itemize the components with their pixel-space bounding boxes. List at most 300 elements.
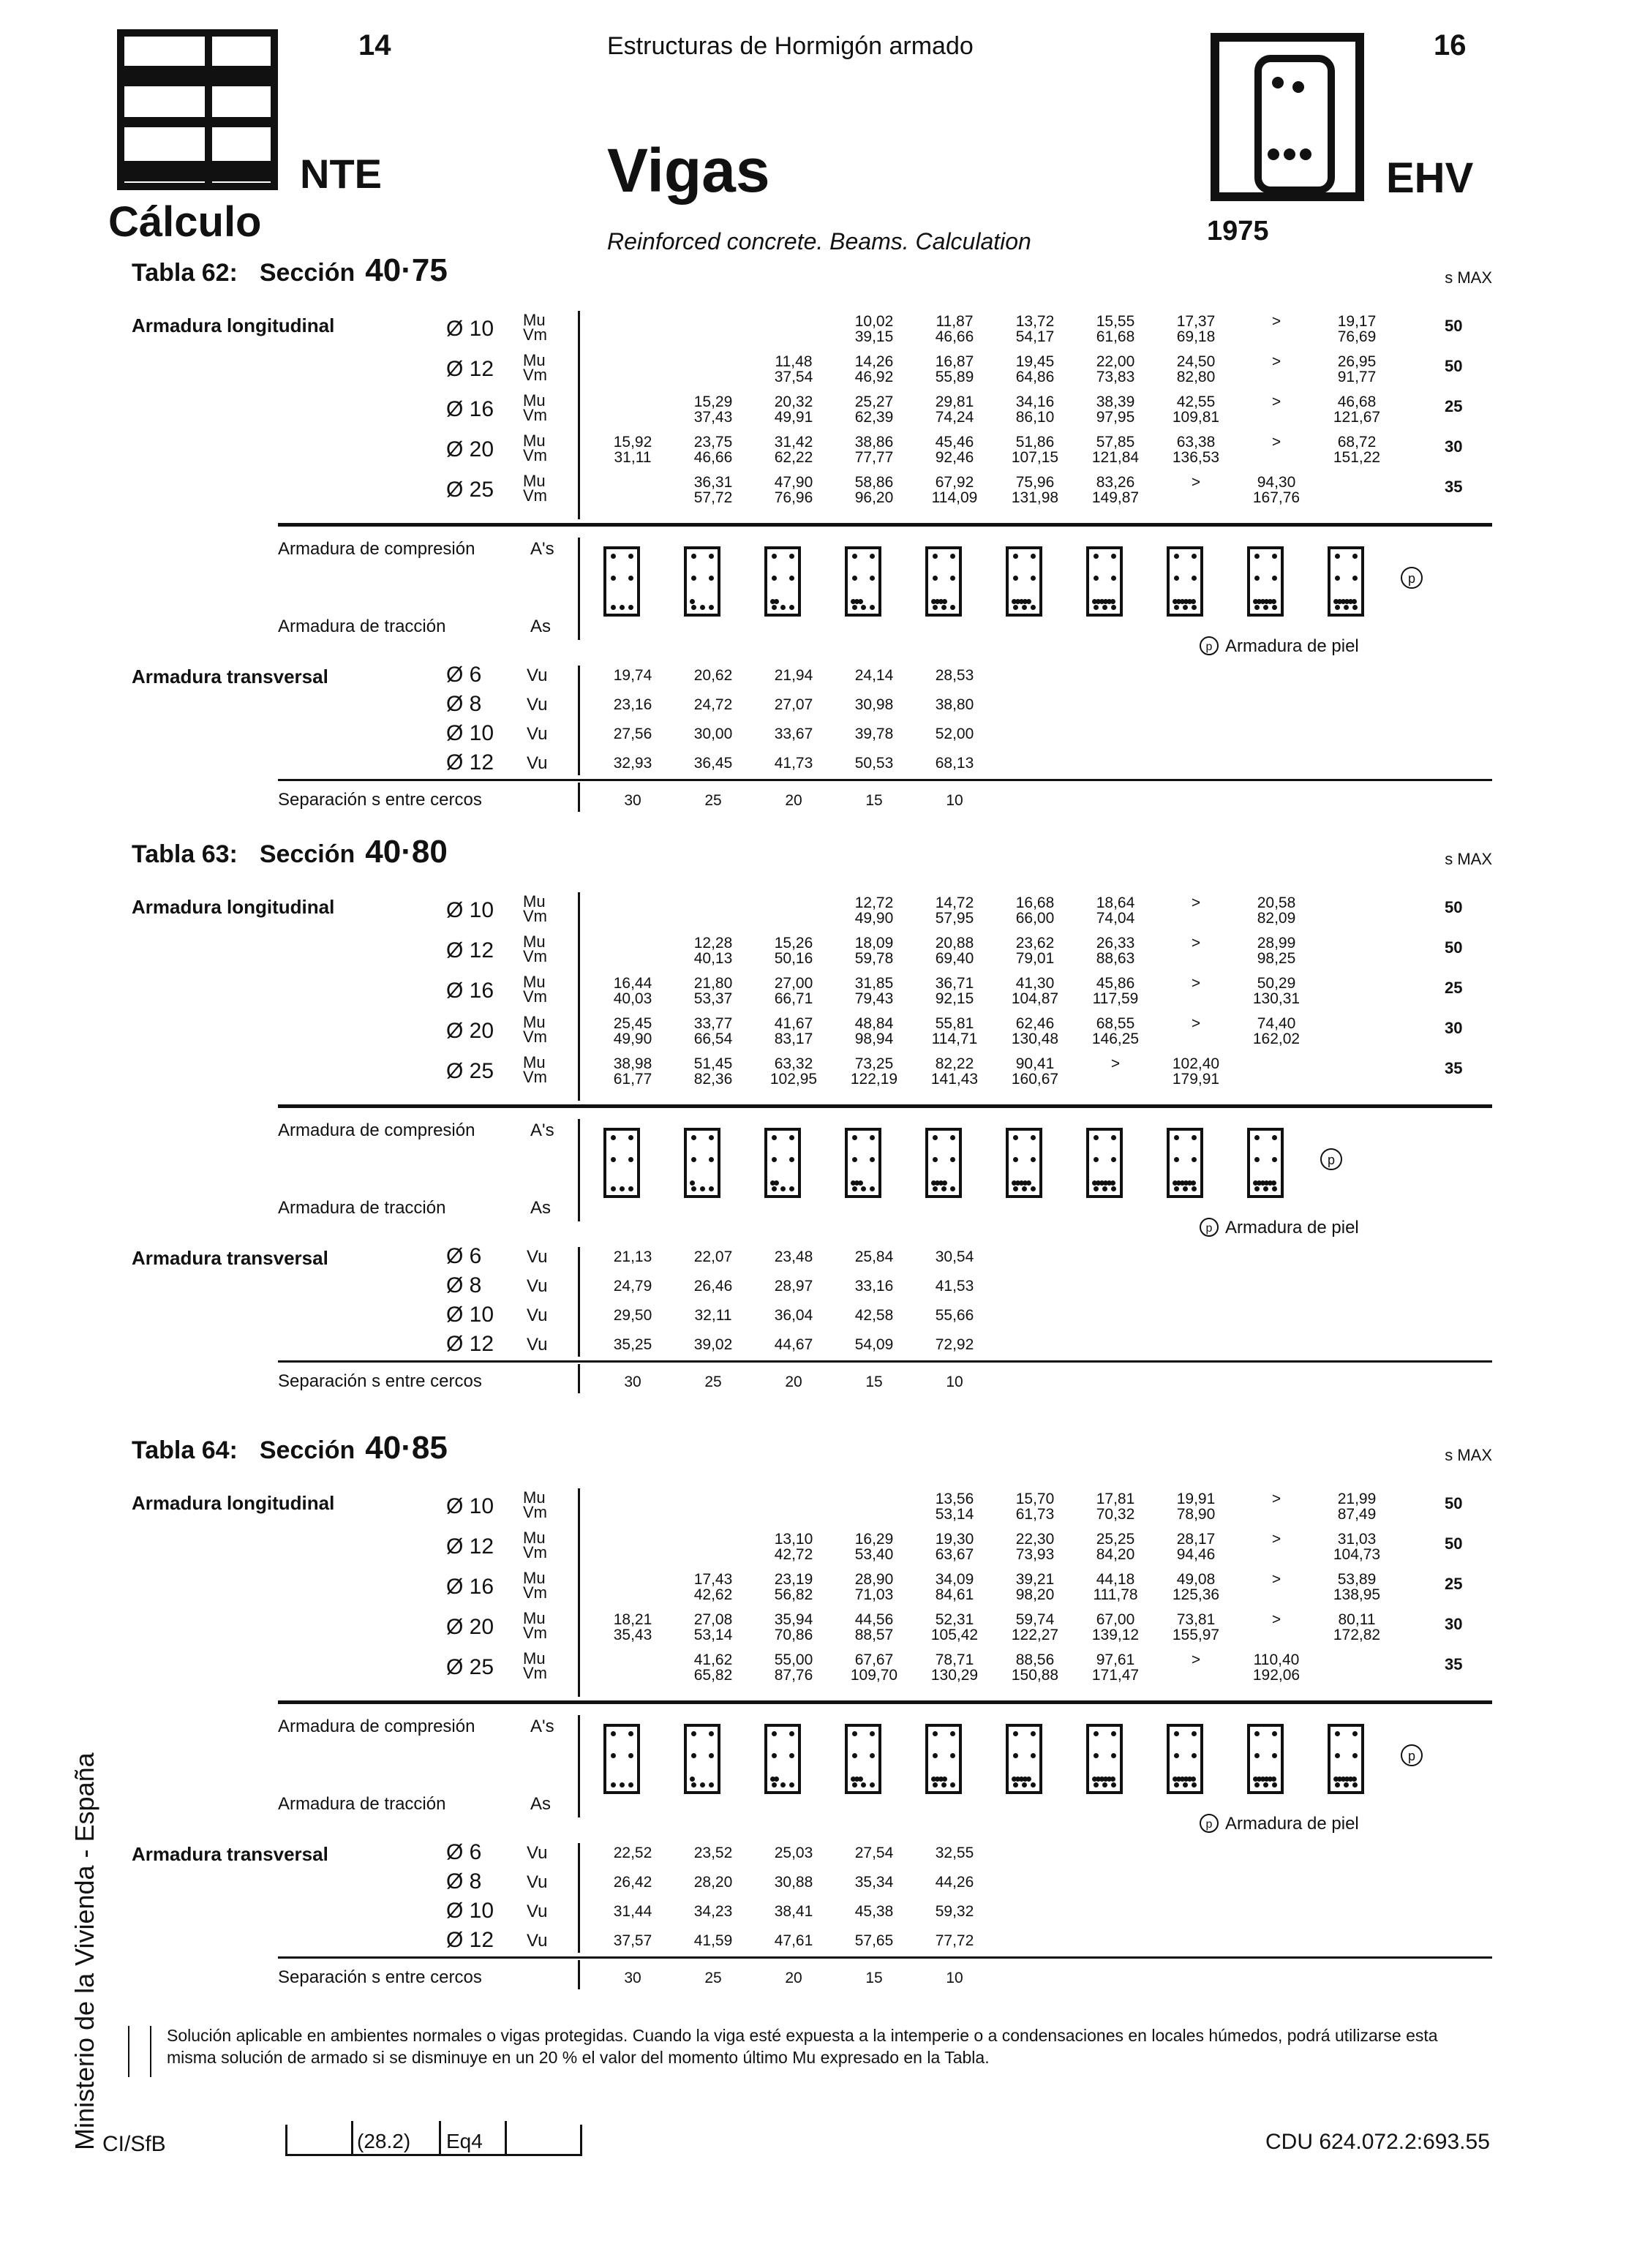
vu-value: 36,45	[693, 755, 733, 772]
smax-header: s MAX	[1445, 268, 1492, 287]
beam-section-diagram	[1328, 546, 1364, 617]
rebar-dot	[1094, 1135, 1099, 1140]
mu-value: 25,27	[854, 393, 894, 410]
mu-value: 74,40	[1257, 1015, 1296, 1032]
rebar-dot	[1254, 605, 1260, 610]
rebar-dot	[870, 1186, 875, 1191]
diameter-label: Ø 6	[446, 1840, 482, 1864]
rebar-dot	[1031, 605, 1036, 610]
table-caption: Tabla 62:	[132, 259, 238, 287]
rebar-dot	[1026, 1777, 1031, 1782]
mu-value: 28,99	[1257, 935, 1296, 952]
trans-vline	[578, 1843, 580, 1953]
smax-value: 30	[1445, 1615, 1463, 1633]
rebar-dot	[933, 1186, 938, 1191]
vm-value: 109,81	[1172, 409, 1220, 426]
rebar-dot	[1022, 1186, 1027, 1191]
table-cell	[1075, 976, 1156, 1006]
mu-value: 47,90	[774, 474, 813, 491]
trans-vline	[578, 1247, 580, 1357]
rebar-dot	[1013, 554, 1018, 559]
rebar-dot	[1094, 554, 1099, 559]
mu-value: 18,09	[854, 935, 894, 952]
rebar-dot	[1192, 1186, 1197, 1191]
mu-value: >	[1191, 935, 1201, 952]
table-cell	[753, 976, 834, 1006]
mu-value: 62,46	[1015, 1015, 1055, 1032]
diameter-label: Ø 10	[446, 1494, 494, 1518]
table-cell	[834, 1056, 914, 1087]
vu-label: Vu	[527, 666, 548, 685]
vm-value: 31,11	[614, 449, 652, 466]
mu-label: Mu	[523, 933, 546, 951]
cisfb-divider-2	[439, 2121, 441, 2154]
rebar-dot	[1174, 554, 1179, 559]
table-cell	[1317, 434, 1397, 465]
vm-value: 84,20	[1096, 1546, 1135, 1563]
vm-label: Vm	[523, 1583, 547, 1602]
mu-value: 15,70	[1015, 1491, 1055, 1507]
skin-rebar-symbol: p	[1200, 1218, 1219, 1237]
rebar-dot	[1031, 1731, 1036, 1736]
rebar-dot	[1192, 1731, 1197, 1736]
rebar-dot	[852, 1731, 857, 1736]
ehv-logo	[1211, 33, 1364, 201]
mu-value: 57,85	[1096, 434, 1135, 451]
code-label: EHV	[1386, 154, 1474, 202]
rebar-dot	[709, 576, 714, 581]
rebar-dot	[1192, 1753, 1197, 1758]
rebar-dot	[700, 605, 705, 610]
mu-value: >	[1271, 1531, 1281, 1548]
rebar-dot	[950, 1186, 955, 1191]
mu-value: 68,72	[1337, 434, 1377, 451]
mu-value: 63,38	[1176, 434, 1216, 451]
smax-value: 50	[1445, 317, 1463, 335]
diameter-label: Ø 16	[446, 397, 494, 421]
rebar-dot	[1272, 1731, 1277, 1736]
note-marker-2	[150, 2026, 160, 2077]
rebar-dot	[933, 1731, 938, 1736]
vu-value: 37,57	[613, 1932, 652, 1949]
vu-value: 36,04	[774, 1307, 813, 1324]
vm-value: 46,66	[935, 328, 974, 345]
page-number-left: 14	[358, 29, 391, 61]
vm-value: 73,83	[1096, 369, 1135, 385]
rebar-dot	[709, 1135, 714, 1140]
beam-section-diagram	[1247, 546, 1284, 617]
rebar-dot	[1352, 1753, 1358, 1758]
mu-value: 28,17	[1176, 1531, 1216, 1548]
table-cell	[834, 394, 914, 425]
table-cell	[1075, 1016, 1156, 1047]
mu-value: 28,90	[854, 1571, 894, 1588]
mu-value: 90,41	[1015, 1055, 1055, 1072]
vm-value: 88,63	[1096, 950, 1135, 967]
table-cell	[753, 354, 834, 385]
beam-section-diagram	[1167, 1128, 1203, 1198]
vu-value: 39,78	[854, 726, 894, 742]
spacing-value: 30	[624, 1970, 641, 1986]
vu-value: 23,52	[693, 1845, 733, 1861]
diameter-label: Ø 12	[446, 938, 494, 962]
diameter-label: Ø 25	[446, 1655, 494, 1679]
vm-value: 74,24	[935, 409, 974, 426]
smax-header: s MAX	[1445, 850, 1492, 868]
table-cell	[1156, 314, 1236, 344]
mu-value: 36,71	[935, 975, 974, 992]
vm-label: Vm	[523, 987, 547, 1006]
rebar-dot	[691, 554, 696, 559]
rebar-dot	[933, 1135, 938, 1140]
rebar-dot	[1013, 576, 1018, 581]
vu-value: 25,03	[774, 1845, 813, 1861]
rebar-dot	[1254, 1135, 1260, 1140]
vm-value: 77,77	[854, 449, 894, 466]
vm-label: Vm	[523, 406, 547, 424]
vm-value: 64,86	[1015, 369, 1055, 385]
mu-value: 44,56	[854, 1611, 894, 1628]
vm-value: 61,68	[1096, 328, 1135, 345]
rebar-dot	[691, 605, 696, 610]
diameter-label: Ø 20	[446, 437, 494, 461]
diameter-label: Ø 10	[446, 1899, 494, 1923]
rebar-dot	[709, 1186, 714, 1191]
vm-value: 107,15	[1011, 449, 1059, 466]
table-cell	[1075, 314, 1156, 344]
rebar-dot	[1254, 576, 1260, 581]
rebar-dot	[1094, 1731, 1099, 1736]
table-cell	[753, 1612, 834, 1643]
rebar-dot	[690, 1180, 695, 1186]
mu-value: 15,26	[774, 935, 813, 952]
rebar-dot	[1352, 1777, 1357, 1782]
rebar-dot	[1335, 605, 1340, 610]
rebar-dot	[774, 1180, 779, 1186]
smax-value: 25	[1445, 1575, 1463, 1593]
mu-value: 14,26	[854, 353, 894, 370]
table-cell	[753, 475, 834, 505]
table-cell	[673, 1652, 753, 1683]
vm-value: 149,87	[1091, 489, 1140, 506]
mu-value: >	[1271, 1491, 1281, 1507]
table-cell	[592, 1056, 673, 1087]
rebar-dot	[950, 605, 955, 610]
table-cell	[1317, 354, 1397, 385]
table-cell	[1075, 1652, 1156, 1683]
vm-label: Vm	[523, 1624, 547, 1642]
smax-value: 35	[1445, 1655, 1463, 1673]
mu-value: 11,48	[775, 353, 813, 370]
table-cell	[1156, 1532, 1236, 1562]
vu-value: 33,16	[854, 1278, 894, 1295]
vm-value: 49,90	[613, 1031, 652, 1047]
mu-value: 50,29	[1257, 975, 1296, 992]
beam-section-diagram	[1086, 546, 1123, 617]
mu-value: 67,92	[935, 474, 974, 491]
rebar-dot	[1263, 1782, 1268, 1787]
table-cell	[1075, 394, 1156, 425]
table-cell	[995, 1056, 1075, 1087]
table-cell	[1156, 895, 1236, 911]
rebar-dot	[1272, 1782, 1277, 1787]
nte-logo	[117, 29, 278, 190]
table-cell	[1236, 1532, 1317, 1547]
skin-rebar-symbol: p	[1401, 567, 1423, 589]
mu-value: 51,45	[693, 1055, 733, 1072]
rebar-dot	[1352, 599, 1357, 604]
long-reinforcement-label: Armadura longitudinal	[132, 1492, 335, 1514]
sep-vline	[578, 783, 580, 812]
rebar-dot	[1254, 1186, 1260, 1191]
rebar-dot	[628, 1782, 633, 1787]
rebar-dot	[789, 1782, 794, 1787]
smax-header: s MAX	[1445, 1446, 1492, 1464]
table-cell	[995, 1532, 1075, 1562]
table-cell	[1236, 314, 1317, 329]
table-section	[124, 1430, 1492, 1986]
page-number-right: 16	[1434, 29, 1467, 61]
table-cell	[753, 1056, 834, 1087]
vm-value: 79,43	[854, 990, 894, 1007]
rebar-dot	[789, 554, 794, 559]
rebar-dot	[1013, 1782, 1018, 1787]
rebar-dot	[852, 576, 857, 581]
rebar-dot	[628, 1753, 633, 1758]
table-cell	[1236, 434, 1317, 450]
mu-value: 22,00	[1096, 353, 1135, 370]
vm-value: 55,89	[935, 369, 974, 385]
rebar-dot	[1013, 605, 1018, 610]
vm-value: 136,53	[1172, 449, 1220, 466]
rebar-dot	[691, 1135, 696, 1140]
vm-value: 114,09	[931, 489, 978, 506]
mu-value: 18,21	[613, 1611, 652, 1628]
table-cell	[1075, 935, 1156, 966]
traction-label: Armadura de tracción	[278, 1794, 446, 1814]
vu-value: 27,56	[613, 726, 652, 742]
rebar-dot	[1174, 605, 1179, 610]
mu-value: 82,22	[935, 1055, 974, 1072]
section-word: Sección	[259, 1436, 355, 1464]
vm-value: 87,49	[1337, 1506, 1377, 1523]
mu-label: Mu	[523, 1609, 546, 1627]
rebar-dot	[772, 1135, 777, 1140]
rebar-dot	[772, 1186, 777, 1191]
mu-value: 42,55	[1176, 393, 1216, 410]
stirrup-spacing-label: Separación s entre cercos	[278, 790, 482, 810]
table-cell	[1156, 1652, 1236, 1668]
rebar-dot	[1272, 554, 1277, 559]
mu-value: 78,71	[935, 1651, 974, 1668]
diameter-label: Ø 20	[446, 1019, 494, 1043]
table-cell	[995, 1652, 1075, 1683]
vm-value: 84,61	[935, 1586, 974, 1603]
rebar-dot	[1022, 605, 1027, 610]
rebar-dot	[700, 1782, 705, 1787]
mu-label: Mu	[523, 973, 546, 991]
compression-label: Armadura de compresión	[278, 1120, 475, 1140]
diameter-label: Ø 16	[446, 979, 494, 1003]
table-cell	[914, 1532, 995, 1562]
table-cell	[914, 1016, 995, 1047]
vm-value: 46,66	[693, 449, 733, 466]
mu-value: 75,96	[1015, 474, 1055, 491]
skin-rebar-symbol: p	[1200, 636, 1219, 655]
traction-label: Armadura de tracción	[278, 617, 446, 636]
smax-value: 50	[1445, 938, 1463, 957]
rebar-dot	[1026, 1180, 1031, 1186]
mu-vm-label	[523, 353, 547, 383]
rebar-dot	[1013, 1731, 1018, 1736]
vm-label: Vm	[523, 1503, 547, 1521]
smax-value: 30	[1445, 437, 1463, 456]
rebar-dot	[1111, 1731, 1116, 1736]
beam-section-diagram	[684, 1724, 720, 1794]
vm-value: 62,39	[854, 409, 894, 426]
beam-section-diagram	[925, 1128, 962, 1198]
mu-value: 23,62	[1015, 935, 1055, 952]
vu-value: 28,97	[774, 1278, 813, 1295]
vu-value: 47,61	[774, 1932, 813, 1949]
vu-value: 68,13	[935, 755, 974, 772]
table-rule	[278, 779, 1492, 781]
vm-value: 125,36	[1172, 1586, 1220, 1603]
mu-value: >	[1271, 434, 1281, 451]
diameter-label: Ø 8	[446, 1273, 482, 1297]
vm-value: 122,19	[850, 1071, 898, 1088]
diameter-label: Ø 6	[446, 1244, 482, 1268]
table-cell	[834, 1532, 914, 1562]
table-cell	[1156, 394, 1236, 425]
spacing-value: 20	[785, 1374, 802, 1390]
vu-value: 38,41	[774, 1903, 813, 1920]
table-cell	[1075, 1612, 1156, 1643]
section-word: Sección	[259, 259, 355, 287]
smax-value: 25	[1445, 397, 1463, 415]
rebar-dot	[1183, 605, 1188, 610]
table-cell	[834, 895, 914, 926]
rebar-dot	[1094, 1782, 1099, 1787]
table-cell	[592, 1016, 673, 1047]
mu-value: >	[1271, 1611, 1281, 1628]
vm-value: 139,12	[1091, 1627, 1140, 1643]
rebar-dot	[1031, 1753, 1036, 1758]
rebar-dot	[950, 1782, 955, 1787]
long-reinforcement-label: Armadura longitudinal	[132, 896, 335, 918]
compression-symbol: A's	[530, 539, 554, 559]
rebar-dot	[1352, 576, 1358, 581]
rebar-dot	[709, 1753, 714, 1758]
cisfb-divider	[351, 2121, 353, 2154]
table-cell	[1236, 1572, 1317, 1587]
vm-value: 138,95	[1333, 1586, 1381, 1603]
beam-section-diagram	[684, 1128, 720, 1198]
table-cell	[1156, 434, 1236, 465]
table-cell	[995, 976, 1075, 1006]
vm-value: 66,71	[774, 990, 813, 1007]
beam-section-diagram	[1328, 1724, 1364, 1794]
mu-value: >	[1191, 474, 1201, 491]
vu-label: Vu	[527, 1276, 548, 1296]
mu-label: Mu	[523, 1569, 546, 1587]
vu-value: 72,92	[935, 1336, 974, 1353]
compression-label: Armadura de compresión	[278, 539, 475, 559]
table-cell	[1075, 895, 1156, 926]
vu-value: 22,07	[693, 1248, 733, 1265]
rebar-dot	[628, 1157, 633, 1162]
vu-value: 25,84	[854, 1248, 894, 1265]
vm-value: 82,09	[1257, 910, 1296, 927]
vu-value: 41,53	[935, 1278, 974, 1295]
mu-value: 12,72	[854, 894, 894, 911]
table-cell	[834, 314, 914, 344]
vu-value: 45,38	[854, 1903, 894, 1920]
vu-value: 23,16	[613, 696, 652, 713]
mu-value: 38,98	[613, 1055, 652, 1072]
rebar-dot	[852, 554, 857, 559]
vm-value: 65,82	[693, 1667, 733, 1684]
mu-value: 31,42	[774, 434, 813, 451]
rebar-dot	[950, 1157, 955, 1162]
rebar-dot	[772, 1731, 777, 1736]
rebar-dot	[950, 576, 955, 581]
vm-value: 37,54	[774, 369, 813, 385]
beam-section-diagram	[603, 1724, 640, 1794]
table-cell	[753, 1652, 834, 1683]
mu-value: 34,09	[935, 1571, 974, 1588]
vm-value: 53,14	[693, 1627, 733, 1643]
table-cell	[914, 394, 995, 425]
mu-value: 16,29	[854, 1531, 894, 1548]
diameter-label: Ø 8	[446, 692, 482, 716]
beam-section-diagram	[1006, 1724, 1042, 1794]
mu-value: 15,55	[1096, 313, 1135, 330]
compression-symbol: A's	[530, 1120, 554, 1140]
rebar-dot	[861, 1186, 866, 1191]
mu-value: >	[1191, 1651, 1201, 1668]
table-vline	[578, 1488, 580, 1697]
rebar-dot	[933, 576, 938, 581]
rebar-dot	[1022, 1782, 1027, 1787]
trans-vline	[578, 666, 580, 775]
rebar-dot	[950, 1753, 955, 1758]
vm-value: 66,00	[1015, 910, 1055, 927]
mu-value: 16,68	[1015, 894, 1055, 911]
beam-section-diagram	[845, 1724, 881, 1794]
rebar-dot	[1110, 1180, 1115, 1186]
rebar-dot	[1013, 1157, 1018, 1162]
table-cell	[753, 434, 834, 465]
rebar-dot	[780, 1186, 786, 1191]
rebar-dot	[1335, 1731, 1340, 1736]
table-cell	[995, 354, 1075, 385]
mu-value: 17,81	[1096, 1491, 1135, 1507]
mu-value: 46,68	[1337, 393, 1377, 410]
vm-value: 160,67	[1011, 1071, 1059, 1088]
mu-value: 20,88	[935, 935, 974, 952]
traction-symbol: As	[530, 1198, 552, 1218]
rebar-dot	[620, 1782, 625, 1787]
table-cell	[1236, 976, 1317, 1006]
beam-section-diagram	[603, 1128, 640, 1198]
rebar-dot	[1192, 554, 1197, 559]
table-title	[132, 252, 448, 289]
rebar-dot	[1174, 1186, 1179, 1191]
vm-value: 162,02	[1252, 1031, 1301, 1047]
table-cell	[753, 1572, 834, 1602]
rebar-dot	[1352, 605, 1358, 610]
